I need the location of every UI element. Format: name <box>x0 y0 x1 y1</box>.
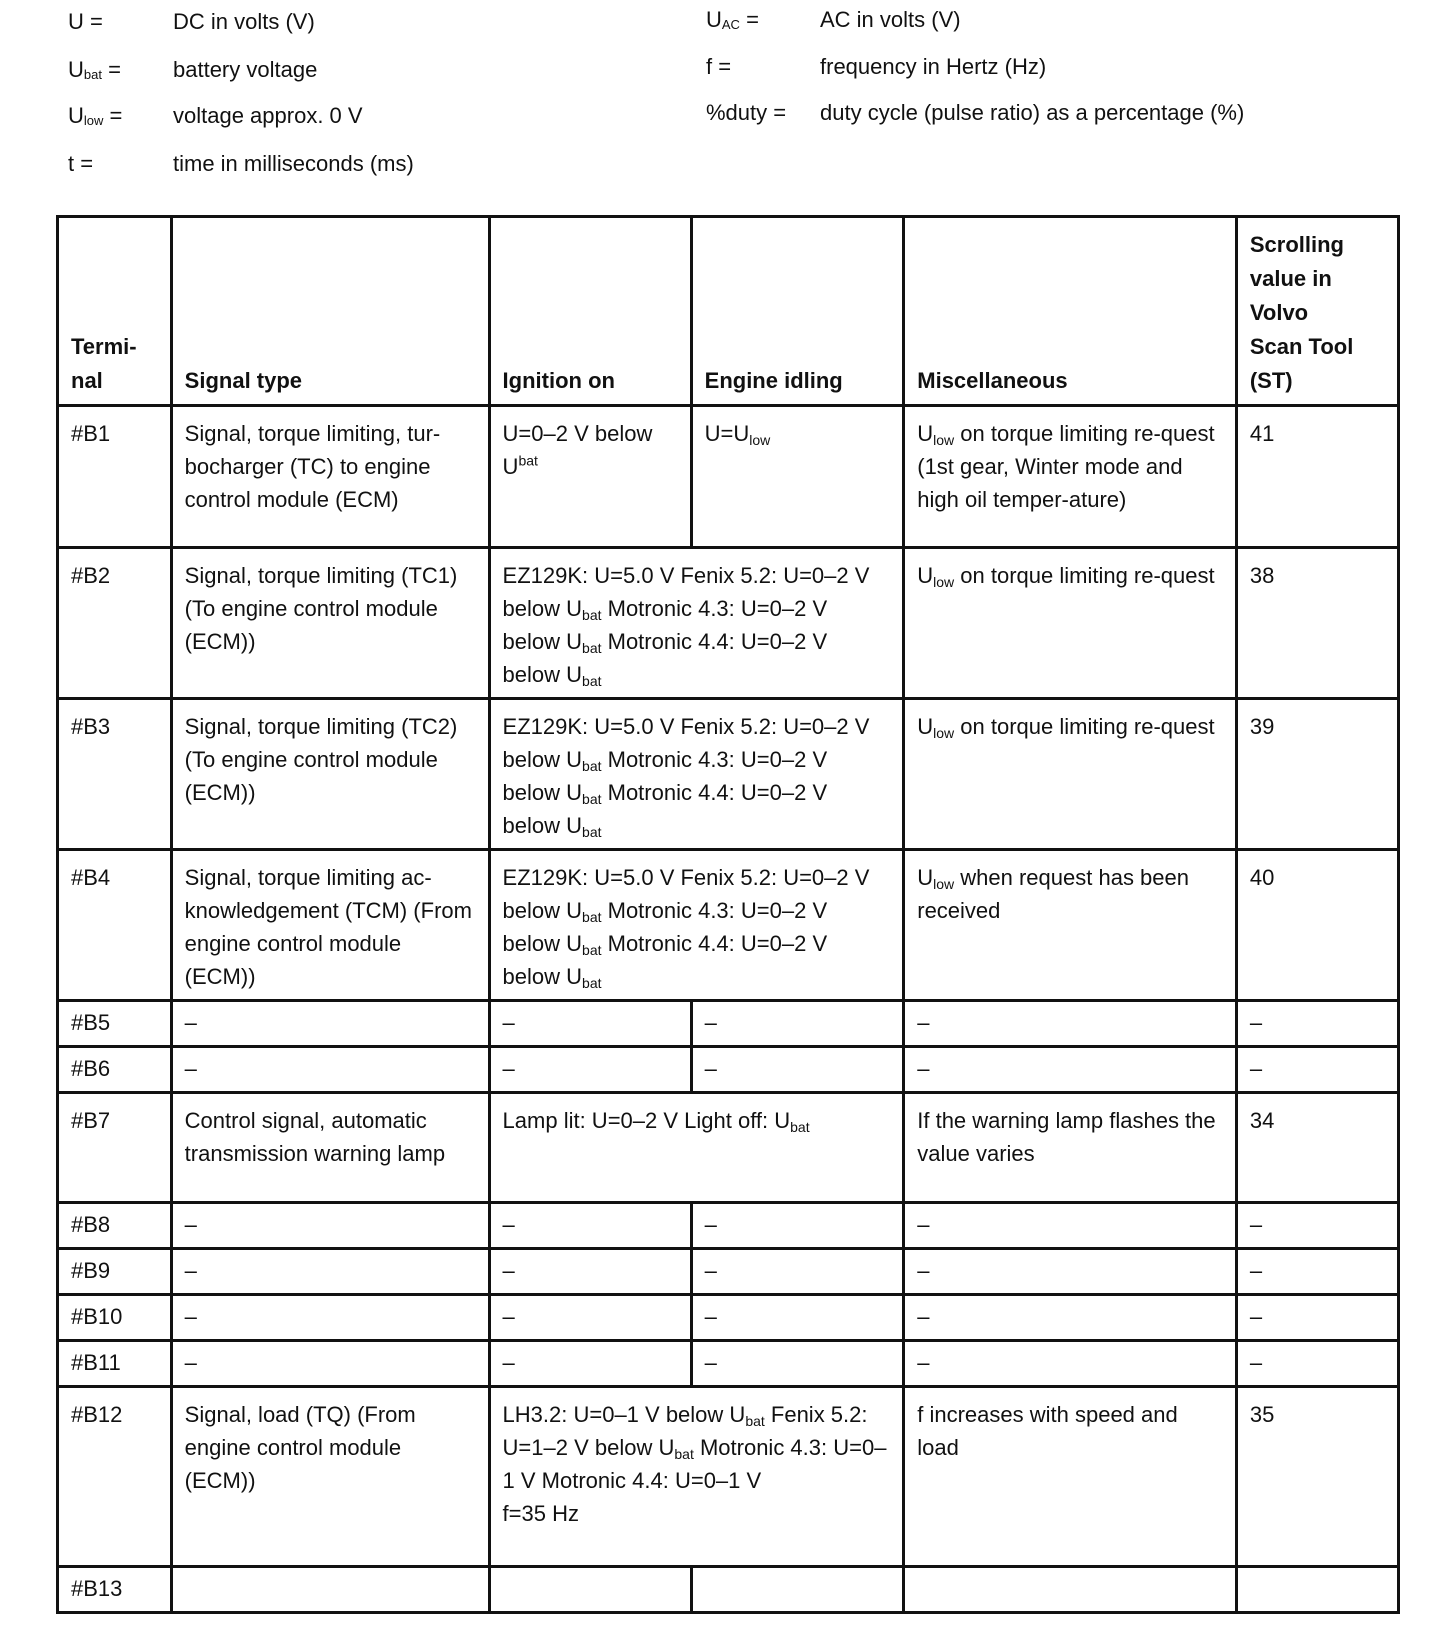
cell-miscellaneous <box>904 1567 1237 1613</box>
cell-engine-idling: – <box>691 1047 904 1093</box>
legend-symbol-ubat: $U_{bat}$ = <box>68 57 121 82</box>
legend <box>0 0 1440 200</box>
legend-desc-duty: duty cycle (pulse ratio) as a percentage (%) <box>820 100 1245 125</box>
header-engine-idling: Engine idling <box>691 217 904 406</box>
cell-signal-type: – <box>171 1203 489 1249</box>
cell-scroll-value: 34 <box>1236 1093 1398 1203</box>
cell-terminal: #B3 <box>58 699 172 850</box>
cell-scroll-value: 41 <box>1236 406 1398 548</box>
cell-terminal: #B1 <box>58 406 172 548</box>
cell-scroll-value: 40 <box>1236 850 1398 1001</box>
cell-signal-type: Signal, torque limiting (TC1) (To engine control module (ECM)) <box>171 548 489 699</box>
cell-terminal: #B5 <box>58 1001 172 1047</box>
cell-miscellaneous: $U_{low}$ when request has been received <box>904 850 1237 1001</box>
table-row <box>58 1567 1399 1613</box>
cell-engine-idling: – <box>691 1249 904 1295</box>
cell-terminal: #B4 <box>58 850 172 1001</box>
cell-scroll-value: – <box>1236 1047 1398 1093</box>
legend-desc-ubat: battery voltage <box>173 57 318 82</box>
cell-signal-type: – <box>171 1001 489 1047</box>
cell-ignition-on <box>489 1567 691 1613</box>
cell-miscellaneous: $U_{low}$ on torque limiting re-quest <box>904 548 1237 699</box>
cell-voltage-values: EZ129K: U=5.0 V Fenix 5.2: U=0–2 V below $U_{bat}$ Motronic 4.3: U=0–2 V below $U_{bat}$ Motronic 4.4: U=0–2 V below $U_{bat}$ <box>489 850 904 1001</box>
cell-signal-type: Signal, torque limiting, tur-bocharger (TC) to engine control module (ECM) <box>171 406 489 548</box>
cell-terminal: #B8 <box>58 1203 172 1249</box>
table-row <box>58 1295 1399 1341</box>
table-row <box>58 406 1399 548</box>
cell-miscellaneous: – <box>904 1249 1237 1295</box>
legend-symbol-uac: $U_{AC}$ = <box>706 7 759 32</box>
cell-miscellaneous: $U_{low}$ on torque limiting re-quest <box>904 699 1237 850</box>
cell-voltage-values: EZ129K: U=5.0 V Fenix 5.2: U=0–2 V below $U_{bat}$ Motronic 4.3: U=0–2 V below $U_{bat}$ Motronic 4.4: U=0–2 V below $U_{bat}$ <box>489 699 904 850</box>
cell-terminal: #B13 <box>58 1567 172 1613</box>
cell-miscellaneous: – <box>904 1047 1237 1093</box>
header-scrolling-value: Scrolling value in Volvo Scan Tool (ST) <box>1236 217 1398 406</box>
terminal-table <box>56 215 1400 1614</box>
cell-scroll-value: – <box>1236 1203 1398 1249</box>
legend-symbol-t: t = <box>68 151 94 176</box>
table-row <box>58 1001 1399 1047</box>
legend-symbol-u: U = <box>68 9 103 34</box>
cell-miscellaneous: – <box>904 1001 1237 1047</box>
table-row <box>58 1249 1399 1295</box>
cell-miscellaneous: – <box>904 1203 1237 1249</box>
cell-signal-type: Signal, load (TQ) (From engine control module (ECM)) <box>171 1387 489 1567</box>
legend-symbol-duty: %duty = <box>706 100 787 125</box>
header-miscellaneous: Miscellaneous <box>904 217 1237 406</box>
cell-miscellaneous: If the warning lamp flashes the value varies <box>904 1093 1237 1203</box>
cell-signal-type: – <box>171 1341 489 1387</box>
cell-signal-type: Control signal, automatic transmission warning lamp <box>171 1093 489 1203</box>
cell-ignition-on: – <box>489 1047 691 1093</box>
table-header-row <box>58 217 1399 406</box>
cell-miscellaneous: f increases with speed and load <box>904 1387 1237 1567</box>
header-terminal: Termi- nal <box>58 217 172 406</box>
legend-desc-f: frequency in Hertz (Hz) <box>820 54 1047 79</box>
cell-terminal: #B6 <box>58 1047 172 1093</box>
cell-signal-type: – <box>171 1295 489 1341</box>
legend-desc-u: DC in volts (V) <box>173 9 315 34</box>
cell-scroll-value <box>1236 1567 1398 1613</box>
cell-voltage-values: LH3.2: U=0–1 V below $U_{bat}$ Fenix 5.2: U=1–2 V below $U_{bat}$ Motronic 4.3: U=0–1 V Motronic 4.4: U=0–1 V f=35 Hz <box>489 1387 904 1567</box>
cell-scroll-value: – <box>1236 1295 1398 1341</box>
cell-signal-type: Signal, torque limiting (TC2) (To engine control module (ECM)) <box>171 699 489 850</box>
header-ignition-on: Ignition on <box>489 217 691 406</box>
cell-ignition-on: – <box>489 1249 691 1295</box>
cell-ignition-on: – <box>489 1001 691 1047</box>
cell-engine-idling: – <box>691 1001 904 1047</box>
cell-engine-idling: – <box>691 1295 904 1341</box>
legend-symbol-ulow: $U_{low}$ = <box>68 103 123 128</box>
cell-terminal: #B2 <box>58 548 172 699</box>
cell-signal-type: – <box>171 1047 489 1093</box>
cell-engine-idling: $U=U_{low}$ <box>691 406 904 548</box>
cell-voltage-values: EZ129K: U=5.0 V Fenix 5.2: U=0–2 V below $U_{bat}$ Motronic 4.3: U=0–2 V below $U_{bat}$ Motronic 4.4: U=0–2 V below $U_{bat}$ <box>489 548 904 699</box>
table-row <box>58 1093 1399 1203</box>
table-row <box>58 1387 1399 1567</box>
cell-engine-idling: – <box>691 1341 904 1387</box>
cell-scroll-value: – <box>1236 1001 1398 1047</box>
cell-scroll-value: 35 <box>1236 1387 1398 1567</box>
table-row <box>58 699 1399 850</box>
cell-terminal: #B11 <box>58 1341 172 1387</box>
cell-miscellaneous: – <box>904 1295 1237 1341</box>
legend-desc-t: time in milliseconds (ms) <box>173 151 414 176</box>
cell-scroll-value: 38 <box>1236 548 1398 699</box>
table-row <box>58 548 1399 699</box>
legend-desc-ulow: voltage approx. 0 V <box>173 103 363 128</box>
cell-terminal: #B9 <box>58 1249 172 1295</box>
cell-engine-idling: – <box>691 1203 904 1249</box>
table-row <box>58 1047 1399 1093</box>
cell-ignition-on: U=0–2 V below $U^{bat}$ <box>489 406 691 548</box>
cell-scroll-value: – <box>1236 1341 1398 1387</box>
cell-terminal: #B7 <box>58 1093 172 1203</box>
cell-signal-type: – <box>171 1249 489 1295</box>
cell-engine-idling <box>691 1567 904 1613</box>
cell-terminal: #B10 <box>58 1295 172 1341</box>
cell-scroll-value: – <box>1236 1249 1398 1295</box>
legend-desc-uac: AC in volts (V) <box>820 7 961 32</box>
cell-miscellaneous: $U_{low}$ on torque limiting re-quest (1st gear, Winter mode and high oil temper-ature) <box>904 406 1237 548</box>
legend-symbol-f: f = <box>706 54 732 79</box>
cell-signal-type: Signal, torque limiting ac-knowledgement (TCM) (From engine control module (ECM)) <box>171 850 489 1001</box>
cell-ignition-on: – <box>489 1295 691 1341</box>
table-row <box>58 850 1399 1001</box>
header-signal-type: Signal type <box>171 217 489 406</box>
cell-ignition-on: – <box>489 1341 691 1387</box>
cell-miscellaneous: – <box>904 1341 1237 1387</box>
cell-voltage-values: Lamp lit: U=0–2 V Light off: $U_{bat}$ <box>489 1093 904 1203</box>
table-row <box>58 1203 1399 1249</box>
cell-ignition-on: – <box>489 1203 691 1249</box>
cell-signal-type <box>171 1567 489 1613</box>
cell-scroll-value: 39 <box>1236 699 1398 850</box>
table-row <box>58 1341 1399 1387</box>
cell-terminal: #B12 <box>58 1387 172 1567</box>
